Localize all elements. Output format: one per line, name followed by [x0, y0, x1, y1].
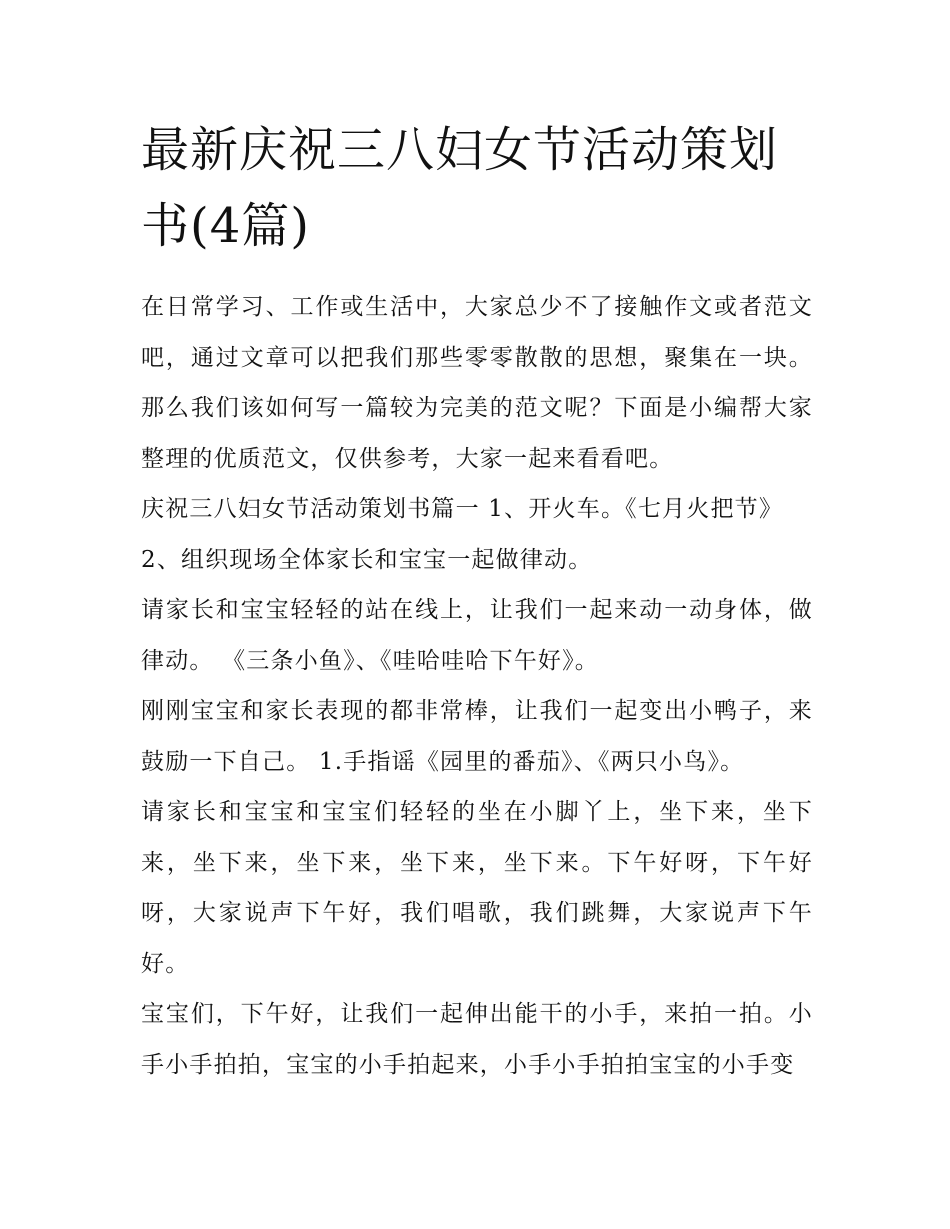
document-body	[141, 112, 813, 1090]
document-title: 最新庆祝三八妇女节活动策划书(4篇)	[141, 122, 779, 254]
paragraph-sit-down: 请家长和宝宝和宝宝们轻轻的坐在小脚丫上，坐下来，坐下来，坐下来，坐下来，坐下来，坐下来。下午好呀，下午好呀，大家说声下午好，我们唱歌，我们跳舞，大家说声下午好。	[141, 799, 813, 977]
paragraph-clap-hands: 宝宝们，下午好，让我们一起伸出能干的小手，来拍一拍。小手小手拍拍，宝宝的小手拍起来，小手小手拍拍宝宝的小手变	[141, 1001, 813, 1078]
paragraph-step-two: 2、组织现场全体家长和宝宝一起做律动。	[141, 546, 593, 573]
paragraph-rhythm: 请家长和宝宝轻轻的站在线上，让我们一起来动一动身体，做律动。 《三条小鱼》、《哇哈哇哈下午好》。	[141, 597, 813, 674]
paragraph-intro: 在日常学习、工作或生活中，大家总少不了接触作文或者范文吧，通过文章可以把我们那些零零散散的思想，聚集在一块。那么我们该如何写一篇较为完美的范文呢？下面是小编帮大家整理的优质范文，仅供参考，大家一起来看看吧。	[141, 294, 813, 472]
paragraph-ducklings: 刚刚宝宝和家长表现的都非常棒，让我们一起变出小鸭子，来鼓励一下自己。 1.手指谣《园里的番茄》、《两只小鸟》。	[141, 698, 813, 775]
paragraph-section-one: 庆祝三八妇女节活动策划书篇一 1、开火车。《七月火把节》	[141, 496, 784, 522]
